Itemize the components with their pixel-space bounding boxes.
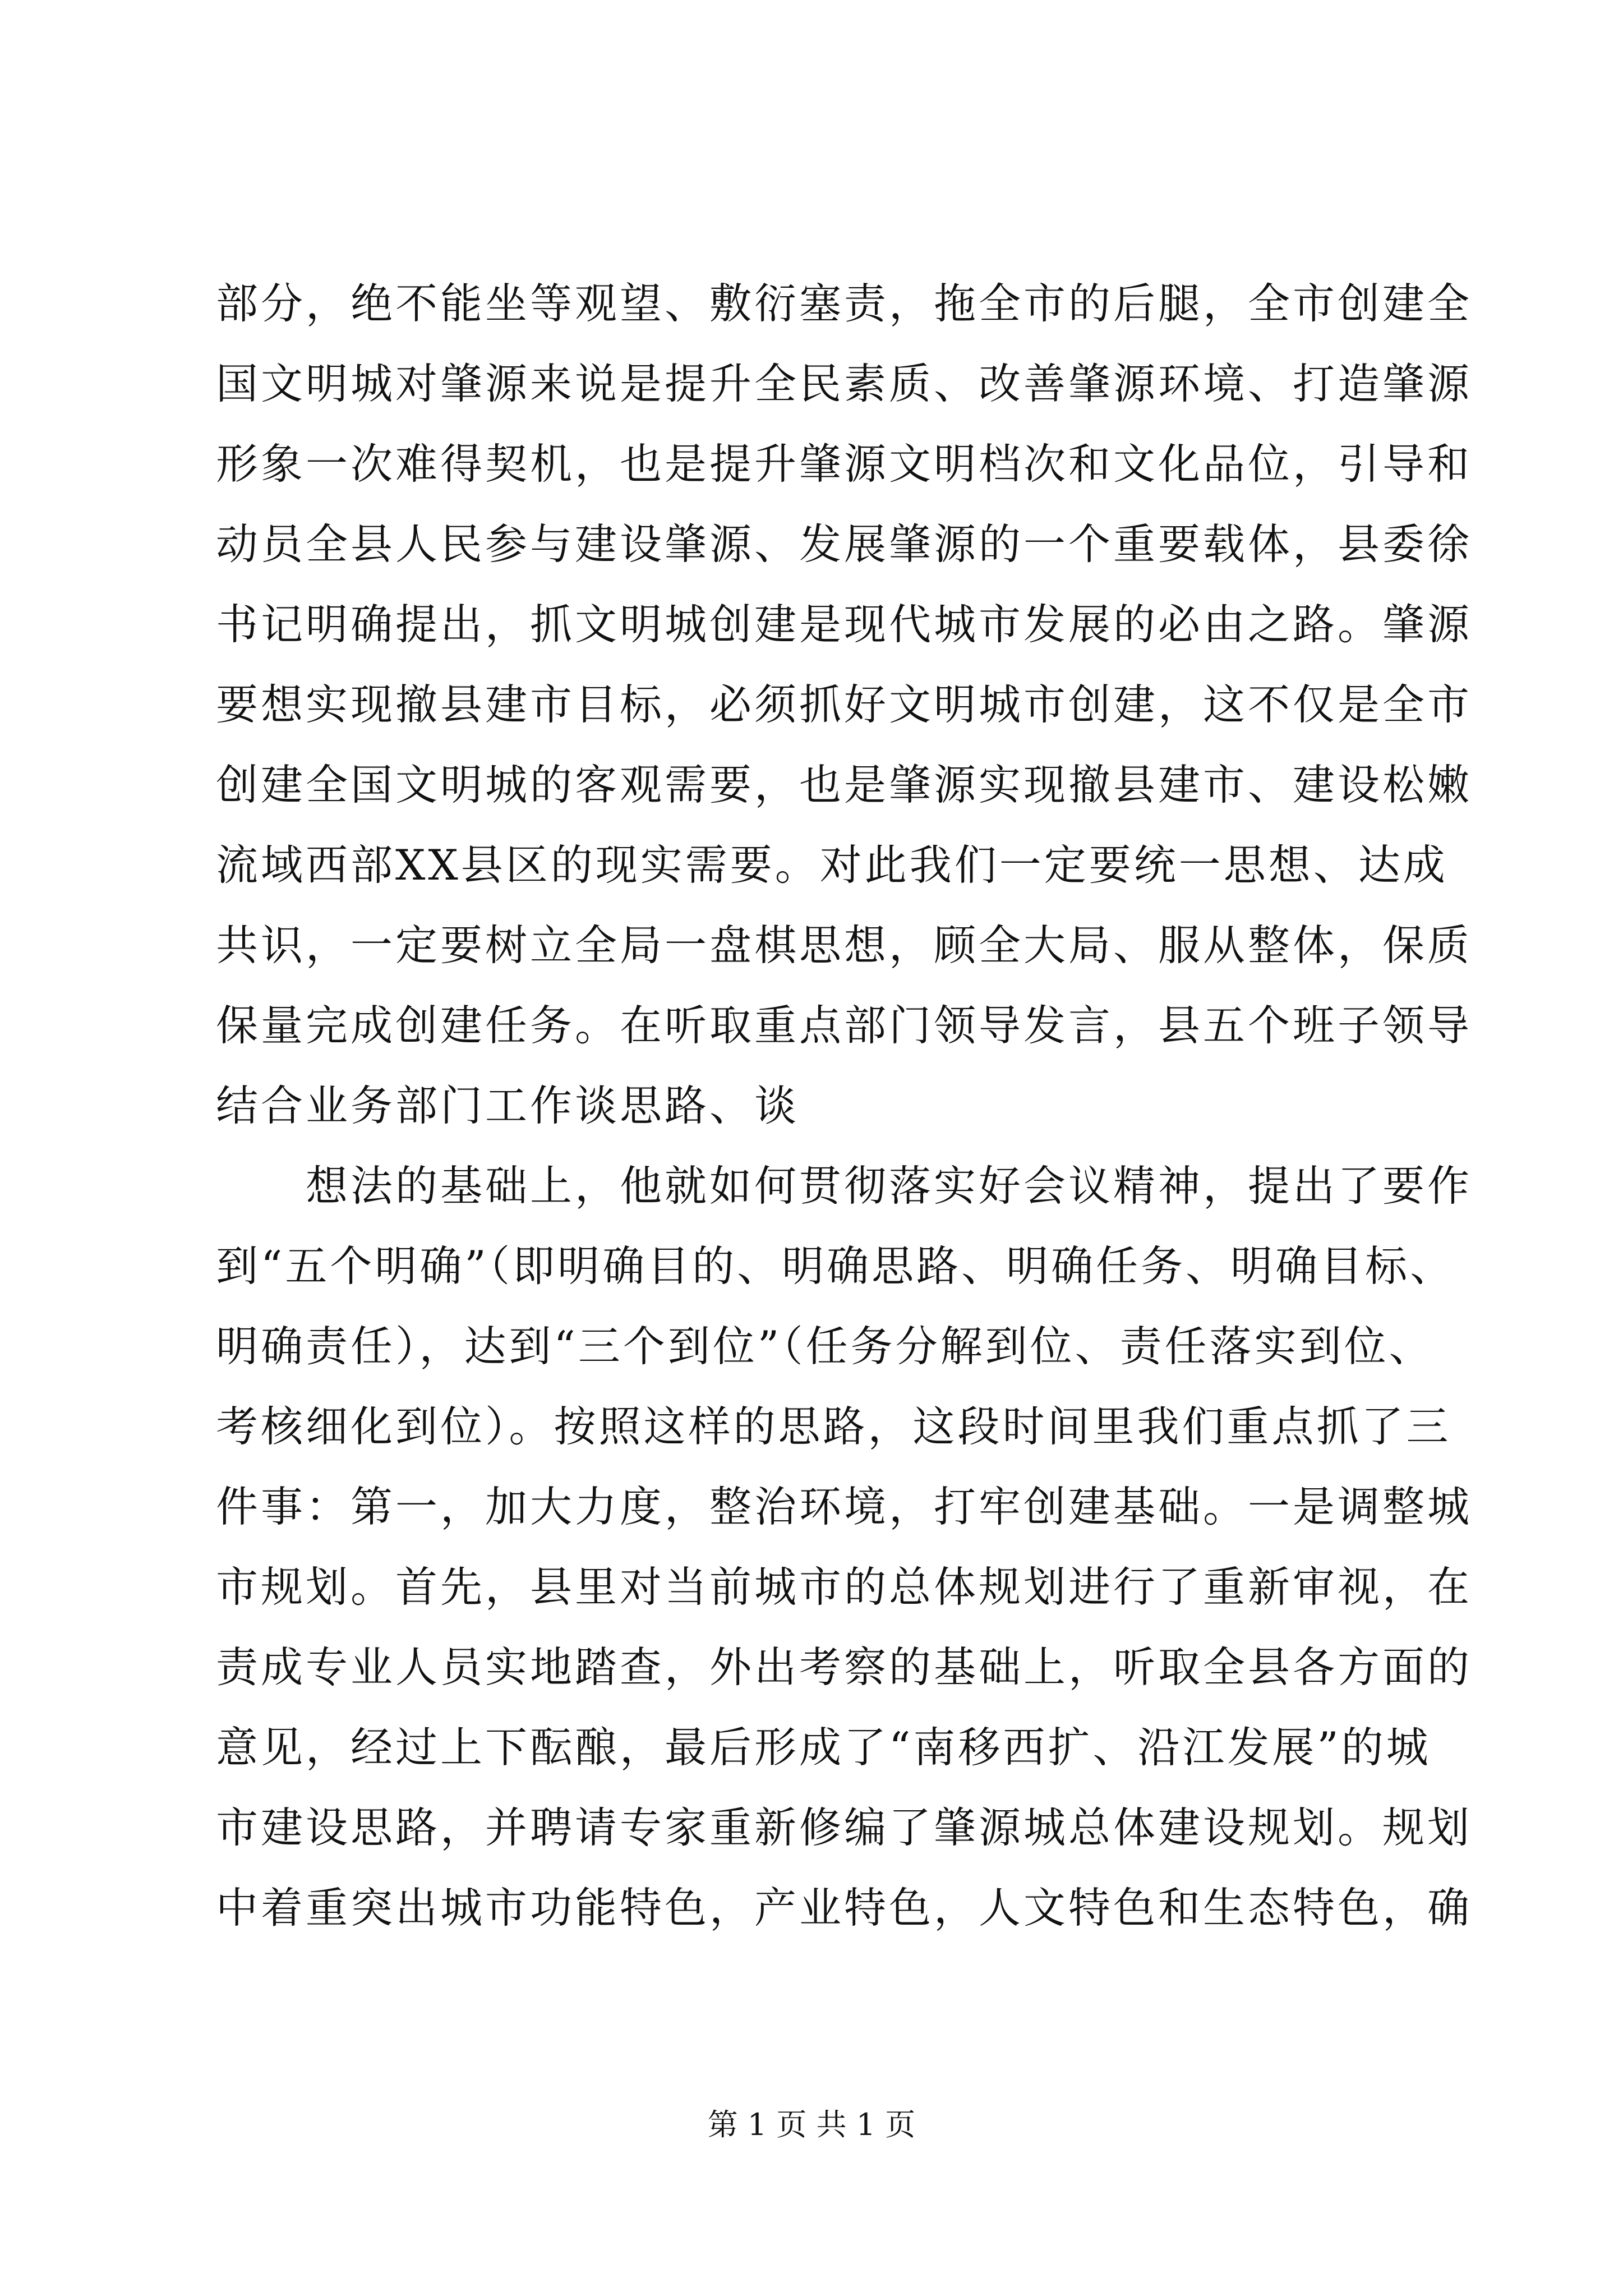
text-line: 部分，绝不能坐等观望、敷衍塞责，拖全市的后腿，全市创建全 (216, 279, 1473, 328)
text-line: 责成专业人员实地踏查，外出考察的基础上，听取全县各方面的 (216, 1642, 1473, 1692)
text-line: 保量完成创建任务。在听取重点部门领导发言，县五个班子领导 (216, 1001, 1473, 1050)
text-line: 件事：第一，加大力度，整治环境，打牢创建基础。一是调整城 (216, 1482, 1473, 1531)
text-line: 明确责任），达到“三个到位”（任务分解到位、责任落实到位、 (216, 1322, 1434, 1371)
text-line: 流域西部XX县区的现实需要。对此我们一定要统一思想、达成 (216, 840, 1448, 890)
page-footer: 第 1 页 共 1 页 (707, 2107, 916, 2142)
text-line: 形象一次难得契机，也是提升肇源文明档次和文化品位，引导和 (216, 439, 1473, 489)
text-line: 书记明确提出，抓文明城创建是现代城市发展的必由之路。肇源 (216, 600, 1473, 649)
text-line: 考核细化到位）。按照这样的思路，这段时间里我们重点抓了三 (216, 1402, 1451, 1451)
text-line: 结合业务部门工作谈思路、谈 (216, 1081, 800, 1130)
text-line: 到“五个明确”（即明确目的、明确思路、明确任务、明确目标、 (216, 1241, 1455, 1291)
text-line: 中着重突出城市功能特色，产业特色，人文特色和生态特色，确 (216, 1883, 1473, 1932)
text-line: 意见，经过上下酝酿，最后形成了“南移西扩、沿江发展”的城 (216, 1723, 1431, 1772)
text-line: 想法的基础上，他就如何贯彻落实好会议精神，提出了要作 (216, 1161, 1473, 1211)
text-line: 创建全国文明城的客观需要，也是肇源实现撤县建市、建设松嫩 (216, 760, 1473, 809)
text-line: 动员全县人民参与建设肇源、发展肇源的一个重要载体，县委徐 (216, 519, 1473, 569)
text-line: 市规划。首先，县里对当前城市的总体规划进行了重新审视，在 (216, 1562, 1473, 1612)
text-line: 要想实现撤县建市目标，必须抓好文明城市创建，这不仅是全市 (216, 680, 1473, 729)
document-body (216, 264, 1473, 1948)
text-line: 共识，一定要树立全局一盘棋思想，顾全大局、服从整体，保质 (216, 921, 1473, 970)
text-line: 市建设思路，并聘请专家重新修编了肇源城总体建设规划。规划 (216, 1803, 1473, 1852)
text-line: 国文明城对肇源来说是提升全民素质、改善肇源环境、打造肇源 (216, 359, 1473, 408)
